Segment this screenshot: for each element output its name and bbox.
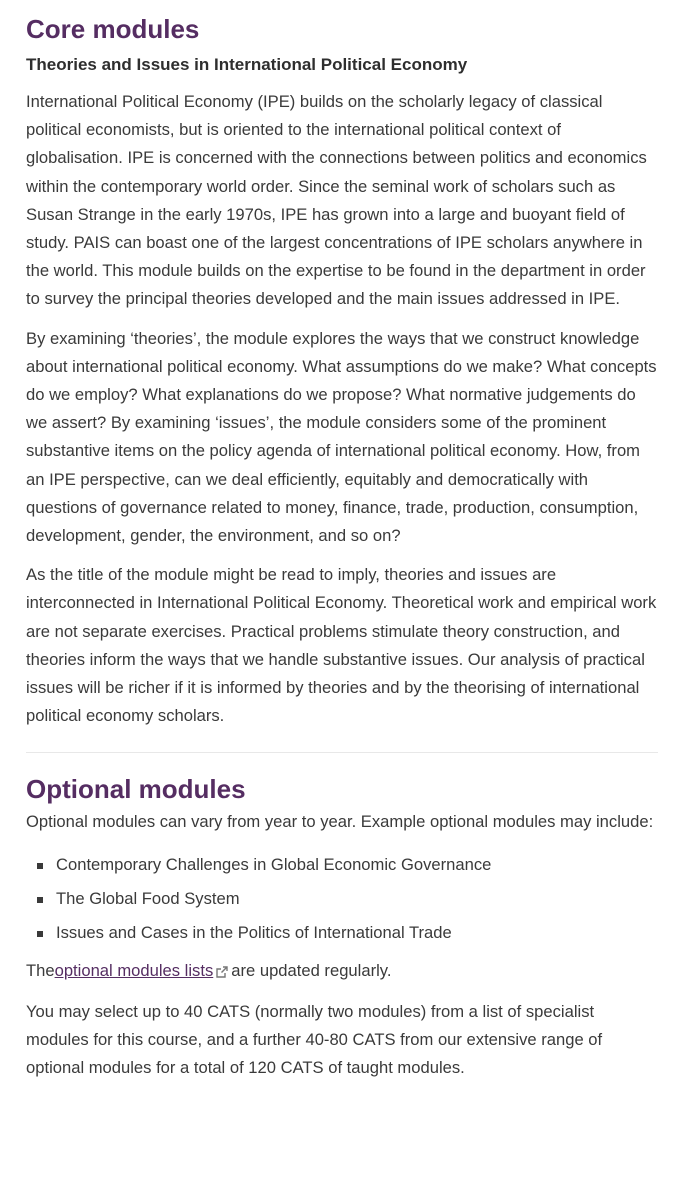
list-item: [26, 916, 658, 950]
optional-modules-list: [26, 848, 658, 950]
square-bullet: [37, 863, 43, 869]
modules-lists-note: [26, 957, 658, 987]
core-module-description: [26, 88, 658, 730]
list-item: [26, 882, 658, 916]
list-item-label: Issues and Cases in the Politics of International Trade: [56, 922, 452, 942]
core-modules-section: [26, 0, 658, 730]
core-paragraph: As the title of the module might be read to imply, theories and issues are interconnected in International Political Economy. Theoretical work and empirical work are not separate exercises. Practical problems stimulate theory construction, and theories inform the ways that we handle substantive issues. Our analysis of practical issues will be richer if it is informed by theories and by the theorising of international political economy scholars.: [26, 565, 657, 726]
square-bullet: [37, 897, 43, 903]
lists-prefix: The: [26, 960, 55, 980]
list-item-label: Contemporary Challenges in Global Economic Governance: [56, 854, 492, 874]
lists-suffix: are updated regularly.: [231, 960, 392, 980]
external-link-icon: [216, 959, 228, 987]
optional-modules-lists-link[interactable]: optional modules lists: [54, 960, 214, 980]
core-paragraph: By examining ‘theories’, the module explores the ways that we construct knowledge about international political economy. What assumptions do we make? What concepts do we employ? What explanations do we propose? What normative judgements do we assert? By examining ‘issues’, the module considers some of the prominent substantive items on the policy agenda of international political economy. How, from an IPE perspective, can we deal efficiently, equitably and democratically with questions of governance related to money, finance, trade, production, consumption, development, gender, the environment, and so on?: [26, 328, 657, 546]
cats-paragraph: You may select up to 40 CATS (normally two modules) from a list of specialist modules for this course, and a further 40-80 CATS from our extensive range of optional modules for a total of 120 CATS of taught modules.: [26, 1001, 603, 1078]
core-module-title: Theories and Issues in International Political Economy: [26, 55, 468, 74]
core-paragraph: International Political Economy (IPE) builds on the scholarly legacy of classical political economists, but is oriented to the international political context of globalisation. IPE is concerned with the connections between politics and economics within the contemporary world order. Since the seminal work of scholars such as Susan Strange in the early 1970s, IPE has grown into a large and buoyant field of study. PAIS can boast one of the largest concentrations of IPE scholars anywhere in the world. This module builds on the expertise to be found in the department in order to survey the principal theories developed and the main issues addressed in IPE.: [26, 92, 647, 309]
list-item: [26, 848, 658, 882]
section-divider: [26, 752, 658, 753]
optional-modules-heading: Optional modules: [26, 774, 246, 805]
core-modules-heading: Core modules: [26, 14, 200, 44]
optional-modules-intro: Optional modules can vary from year to year. Example optional modules may include:: [26, 812, 654, 832]
list-item-label: The Global Food System: [56, 888, 240, 908]
square-bullet: [37, 931, 43, 937]
optional-modules-section: [26, 773, 658, 1082]
